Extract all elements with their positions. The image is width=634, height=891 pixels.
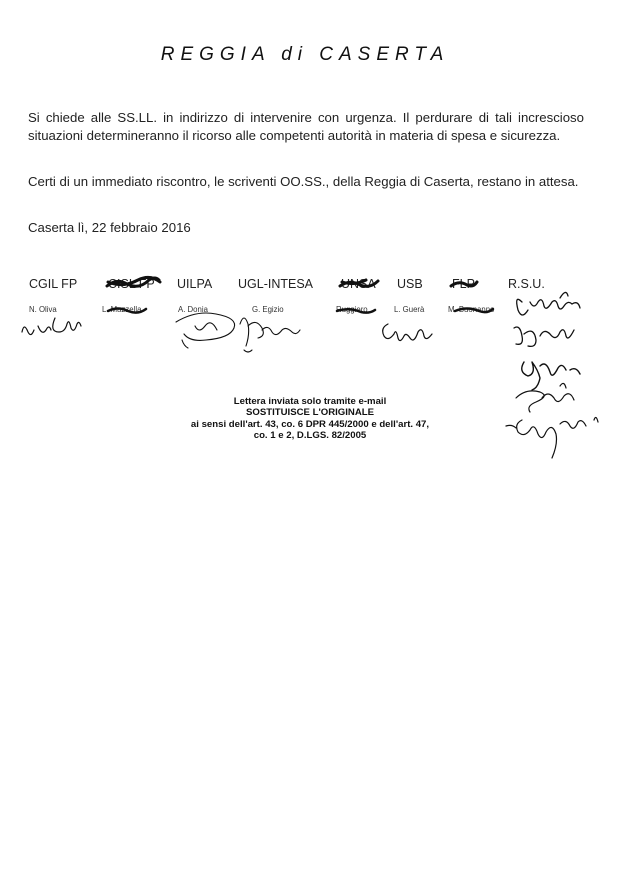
signature xyxy=(506,417,598,458)
signature xyxy=(514,327,574,346)
date-line: Caserta lì, 22 febbraio 2016 xyxy=(28,220,191,235)
request-paragraph: Si chiede alle SS.LL. in indirizzo di intervenire con urgenza. Il perdurare di tali increscioso situazioni determineranno il ricorso alle competenti autorità in materia di spesa e sicurezza. xyxy=(28,110,584,143)
signatory-name: L. Guerà xyxy=(394,305,425,314)
union-rsu: R.S.U. xyxy=(508,277,545,291)
signature xyxy=(240,318,300,352)
document-title: REGGIA di CASERTA xyxy=(160,44,450,65)
notice-line: SOSTITUISCE L'ORIGINALE xyxy=(245,407,375,419)
closing-paragraph: Certi di un immediato riscontro, le scriventi OO.SS., della Reggia di Caserta, restano in attesa. xyxy=(28,174,579,189)
signature xyxy=(383,324,432,341)
union-cisl-fp: CISL FP xyxy=(108,277,155,291)
union-uilpa: UILPA xyxy=(177,277,213,291)
signatory-name: M. Buonanno xyxy=(448,305,495,314)
signatory-name: G. Egizio xyxy=(252,305,284,314)
signature xyxy=(22,318,81,335)
notice-line: ai sensi dell'art. 43, co. 6 DPR 445/2000 e dell'art. 47, xyxy=(190,418,430,430)
signatory-name: L. Mazzella xyxy=(102,305,142,314)
signature xyxy=(516,383,574,412)
notice-line: Lettera inviata solo tramite e-mail xyxy=(233,396,387,407)
notice-line: co. 1 e 2, D.LGS. 82/2005 xyxy=(253,430,367,442)
union-flp: FLP xyxy=(452,277,475,291)
signatory-name: A. Donia xyxy=(178,305,208,314)
union-unsa: UNSA xyxy=(341,277,376,291)
signatory-names-row xyxy=(0,305,634,319)
email-notice xyxy=(150,396,470,442)
signatory-name: N. Oliva xyxy=(29,305,57,314)
signatory-name: Ruggiero xyxy=(336,305,368,314)
signature xyxy=(522,362,580,390)
union-ugl-intesa: UGL-INTESA xyxy=(238,277,314,291)
unions-row xyxy=(0,277,634,297)
union-cgil-fp: CGIL FP xyxy=(29,277,78,291)
union-usb: USB xyxy=(397,277,423,291)
